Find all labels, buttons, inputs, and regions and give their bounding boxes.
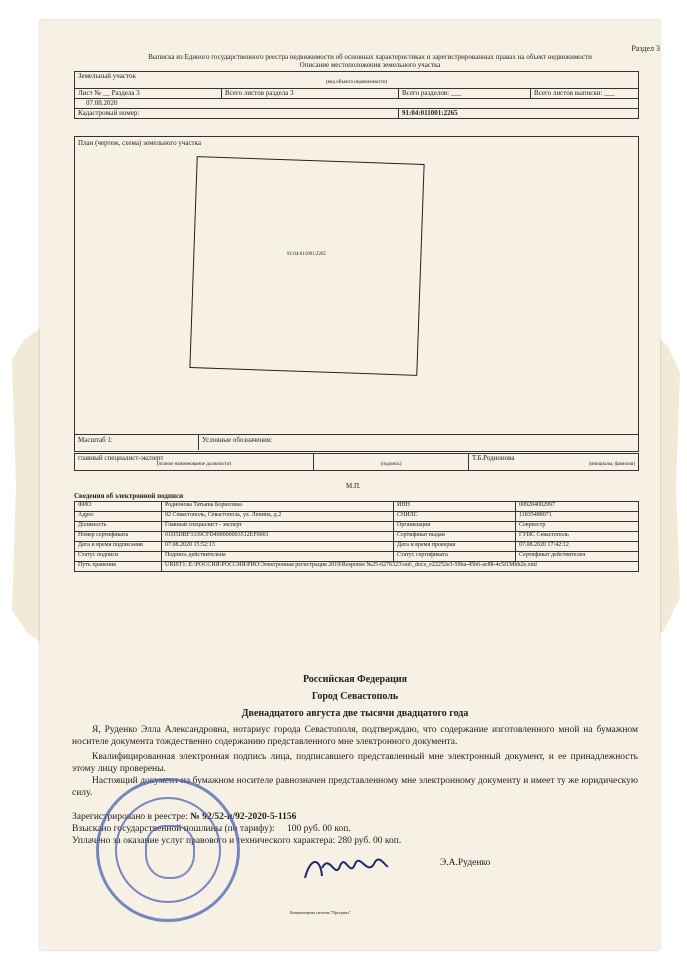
esig-cell: Должность <box>75 522 162 532</box>
section-ref-value: 3 <box>136 89 140 97</box>
notary-city: Город Севастополь <box>311 691 399 702</box>
sheets-total-label: Всего листов выписки: <box>534 89 603 97</box>
section-label: Раздел 3 <box>631 44 660 53</box>
sheets-in-section-label: Всего листов раздела <box>225 89 289 97</box>
registry-number: № 92/52-н/92-2020-5-1156 <box>190 812 297 822</box>
notary-name: Э.А.Руденко <box>440 858 491 868</box>
esig-cell: Главный специалист - эксперт <box>162 522 394 532</box>
parcel-outline <box>189 156 424 376</box>
object-type-caption: (вид объекта недвижимости) <box>325 80 388 85</box>
esig-row <box>75 552 639 562</box>
esig-cell: Статус сертификата <box>394 552 516 562</box>
esig-cell: Подпись действительна <box>162 552 394 562</box>
seal-place-label: М.П. <box>346 482 361 490</box>
esig-cell: 07.08.2020 17:42:12 <box>516 542 639 552</box>
document-title: Выписка из Единого государственного реестра недвижимости об основных характеристиках и зарегистрированных правах на объект недвижимости <box>148 53 592 61</box>
extract-date: 07.08.2020 <box>86 99 118 107</box>
position-caption: (полное наименование должности) <box>156 462 232 467</box>
object-type: Земельный участок <box>78 72 136 80</box>
esig-cell: 92 Севастополь, Севастополь, ул. Ленина, д.2 <box>162 512 394 522</box>
sheets-total-value: ___ <box>604 89 615 97</box>
signatory-position: главный специалист-эксперт <box>78 454 164 462</box>
scale-label: Масштаб 1: <box>78 436 113 444</box>
esig-cell: Адрес <box>75 512 162 522</box>
name-caption: (инициалы, фамилия) <box>588 462 635 467</box>
esig-cell: Севреестр <box>516 522 639 532</box>
sheets-in-section-value: 3 <box>290 89 294 97</box>
esig-cell: Организация <box>394 522 516 532</box>
notary-country: Российская Федерация <box>302 674 408 685</box>
esig-cell: Дата и время подписания <box>75 542 162 552</box>
coat-of-arms-emblem <box>145 825 195 879</box>
paid-label: Уплачено за оказание услуг правового и технического характера: <box>72 836 336 846</box>
notary-paragraph-2: Квалифицированная электронная подпись лица, подписавшего представленный мне электронный документ, и ее принадлежность этому лицу проверены. <box>72 752 638 774</box>
signatory-name: Т.Б.Родионова <box>472 454 515 462</box>
header-form <box>74 71 639 119</box>
registry-label: Зарегистрировано в реестре: <box>72 812 188 822</box>
esig-title: Сведения об электронной подписи <box>74 492 184 500</box>
legend-label: Условные обозначения: <box>202 436 273 444</box>
esig-row <box>75 512 639 522</box>
esig-cell: 11835488071 <box>516 512 639 522</box>
plan-label: План (чертеж, схема) земельного участка <box>78 139 202 147</box>
esig-cell: СНИЛС <box>394 512 516 522</box>
paid-value: 280 руб. 00 коп. <box>337 836 402 846</box>
sheet-value: __ <box>102 89 110 97</box>
esig-cell: 01D5DBF3339CFD400000003512EF0001 <box>162 532 394 542</box>
parcel-number: 91:04:011001:2265 <box>287 252 326 257</box>
esig-cell: 009204002997 <box>516 502 639 512</box>
esig-row <box>75 532 639 542</box>
sheet-label: Лист № <box>78 89 102 97</box>
esig-row <box>75 522 639 532</box>
esig-cell: Сертификат действителен <box>516 552 639 562</box>
notary-stamp <box>96 778 240 922</box>
esig-path-value: URIST1: E:\РОССИЯ\РОССИЯ\РИО\Электронная регистрация 2019\Response №25-6276323\out\_docs_e22252e3-59ba-45b6-ac88-4c5f1Mbb2e.xml <box>162 562 639 572</box>
esig-cell: ГУИС Севастополь <box>516 532 639 542</box>
document-subtitle: Описание местоположения земельного участка <box>299 61 441 69</box>
footer-note: Компьютерная система "Програмэ" <box>290 910 351 915</box>
esig-table <box>74 501 639 572</box>
section-ref-label: Раздела <box>111 89 135 97</box>
signatory-table <box>74 453 639 471</box>
fee-label: Взыскано государственной пошлины (по тарифу): <box>72 824 275 834</box>
signature-caption: (подпись) <box>380 462 402 467</box>
notary-paragraph-1: Я, Руденко Элла Александровна, нотариус города Севастополя, подтверждаю, что содержание изготовленного мной на бумажном носителе документа тождественно содержанию представленного мне электронного документа. <box>72 725 638 747</box>
esig-cell: ИНН <box>394 502 516 512</box>
esig-cell: Сертификат выдан <box>394 532 516 542</box>
esig-row <box>75 502 639 512</box>
plan-box <box>74 136 639 452</box>
plan-divider <box>75 434 638 435</box>
sections-total-label: Всего разделов: <box>402 89 450 97</box>
notary-date: Двенадцатого августа две тысячи двадцатого года <box>241 708 469 719</box>
fee-value: 100 руб. 00 коп. <box>287 824 351 834</box>
cadastral-label: Кадастровый номер: <box>75 109 399 119</box>
plan-divider-v <box>198 434 199 450</box>
handwritten-signature <box>300 848 390 888</box>
esig-path-label: Путь хранения <box>75 562 162 572</box>
notary-paragraph-3: Настоящий документ на бумажном носителе равнозначен представленному мне электронному документу и имеет ту же юридическую силу. <box>72 776 638 798</box>
sections-total-value: ___ <box>450 89 462 97</box>
esig-cell: Дата и время проверки <box>394 542 516 552</box>
esig-cell: 07.08.2020 15:52:13 <box>162 542 394 552</box>
esig-cell: Статус подписи <box>75 552 162 562</box>
esig-cell: Номер сертификата <box>75 532 162 542</box>
esig-cell: ФИО <box>75 502 162 512</box>
esig-cell: Родионова Татьяна Борисовна <box>162 502 394 512</box>
cadastral-number: 91:04:011001:2265 <box>399 109 639 119</box>
esig-row <box>75 542 639 552</box>
